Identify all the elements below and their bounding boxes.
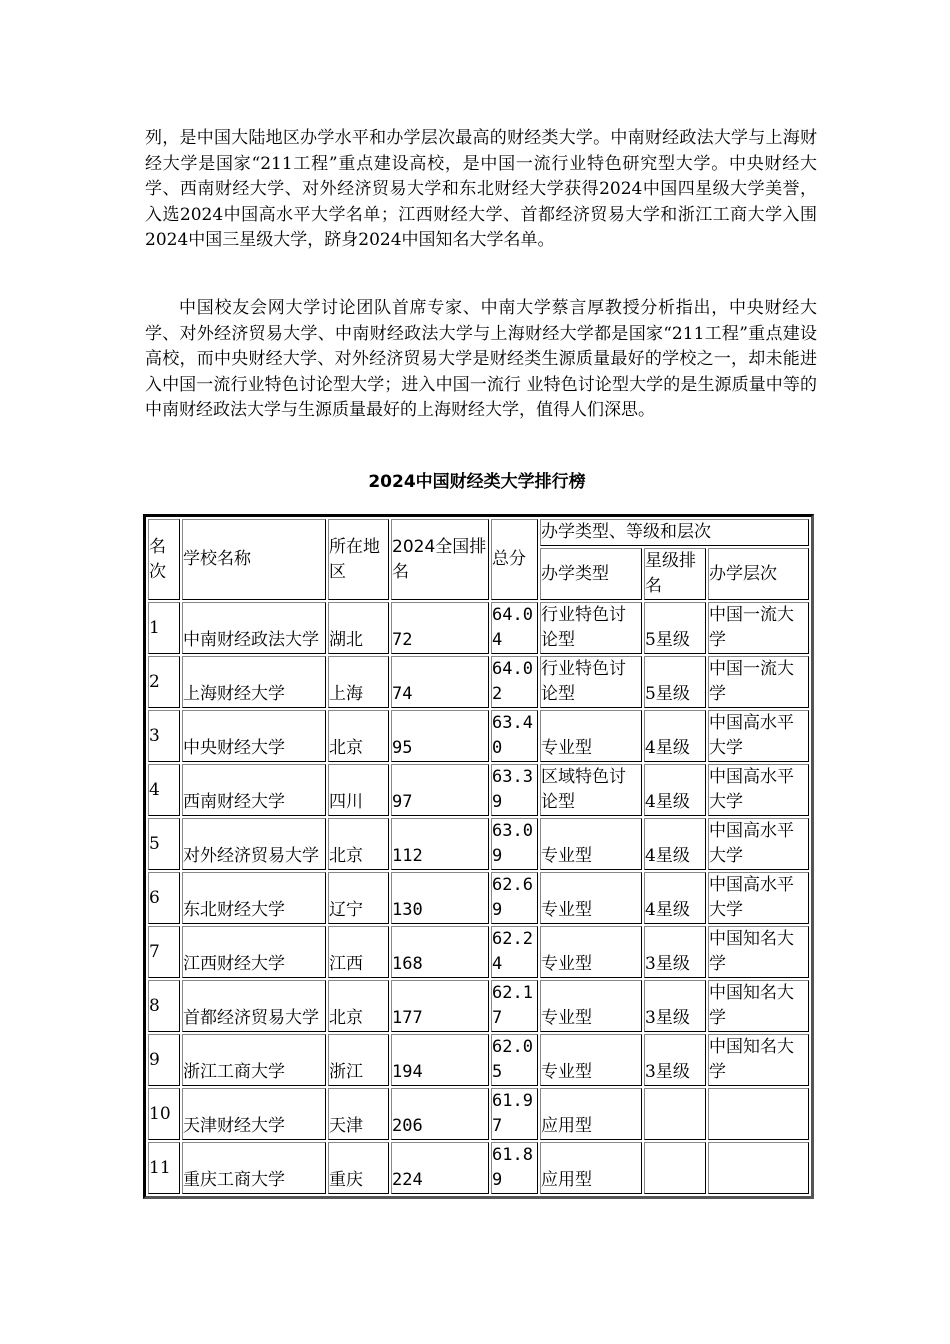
cell-score: 62.17 xyxy=(491,980,538,1032)
cell-star xyxy=(644,1088,706,1140)
cell-type: 应用型 xyxy=(540,1088,642,1140)
cell-level: 中国一流大学 xyxy=(708,602,809,654)
cell-region: 北京 xyxy=(328,710,389,762)
cell-score: 64.02 xyxy=(491,656,538,708)
cell-school: 中南财经政法大学 xyxy=(182,602,326,654)
cell-type: 专业型 xyxy=(540,710,642,762)
intro-paragraph: 列，是中国大陆地区办学水平和办学层次最高的财经类大学。中南财经政法大学与上海财经大学是国家“211工程”重点建设高校，是中国一流行业特色研究型大学。中央财经大学、西南财经大学、对外经济贸易大学和东北财经大学获得2024中国四星级大学美誉，入选2024中国高水平大学名单；江西财经大学、首都经济贸易大学和浙江工商大学入围2024中国三星级大学，跻身2024中国知名大学名单。 xyxy=(145,128,817,251)
cell-national-rank: 74 xyxy=(391,656,489,708)
cell-level xyxy=(708,1088,809,1140)
cell-level: 中国高水平大学 xyxy=(708,710,809,762)
cell-score: 63.40 xyxy=(491,710,538,762)
cell-school: 西南财经大学 xyxy=(182,764,326,816)
cell-level: 中国一流大学 xyxy=(708,656,809,708)
cell-star: 4星级 xyxy=(644,872,706,924)
cell-level: 中国高水平大学 xyxy=(708,872,809,924)
cell-star: 5星级 xyxy=(644,602,706,654)
cell-type: 区域特色讨论型 xyxy=(540,764,642,816)
ranking-table xyxy=(143,514,814,1199)
table-row xyxy=(148,1034,809,1086)
cell-rank: 3 xyxy=(148,710,180,762)
header-star: 星级排名 xyxy=(644,548,706,600)
cell-rank: 2 xyxy=(148,656,180,708)
cell-region: 江西 xyxy=(328,926,389,978)
cell-level: 中国知名大学 xyxy=(708,980,809,1032)
table-row xyxy=(148,1088,809,1140)
cell-star: 4星级 xyxy=(644,764,706,816)
table-title: 2024中国财经类大学排行榜 xyxy=(368,472,586,492)
table-row xyxy=(148,656,809,708)
cell-school: 首都经济贸易大学 xyxy=(182,980,326,1032)
table-row xyxy=(148,602,809,654)
cell-region: 辽宁 xyxy=(328,872,389,924)
cell-school: 天津财经大学 xyxy=(182,1088,326,1140)
cell-national-rank: 177 xyxy=(391,980,489,1032)
cell-type: 专业型 xyxy=(540,872,642,924)
cell-national-rank: 95 xyxy=(391,710,489,762)
cell-star: 4星级 xyxy=(644,818,706,870)
cell-type: 专业型 xyxy=(540,1034,642,1086)
cell-school: 中央财经大学 xyxy=(182,710,326,762)
cell-level: 中国知名大学 xyxy=(708,926,809,978)
cell-score: 64.04 xyxy=(491,602,538,654)
cell-school: 浙江工商大学 xyxy=(182,1034,326,1086)
cell-score: 61.97 xyxy=(491,1088,538,1140)
cell-school: 重庆工商大学 xyxy=(182,1142,326,1194)
table-body xyxy=(148,602,809,1194)
cell-level xyxy=(708,1142,809,1194)
cell-star: 4星级 xyxy=(644,710,706,762)
header-level: 办学层次 xyxy=(708,548,809,600)
cell-region: 湖北 xyxy=(328,602,389,654)
cell-rank: 6 xyxy=(148,872,180,924)
cell-score: 62.24 xyxy=(491,926,538,978)
cell-score: 63.09 xyxy=(491,818,538,870)
cell-region: 浙江 xyxy=(328,1034,389,1086)
cell-type: 专业型 xyxy=(540,818,642,870)
header-group: 办学类型、等级和层次 xyxy=(540,519,809,546)
cell-rank: 7 xyxy=(148,926,180,978)
cell-region: 重庆 xyxy=(328,1142,389,1194)
cell-region: 四川 xyxy=(328,764,389,816)
cell-national-rank: 112 xyxy=(391,818,489,870)
table-row xyxy=(148,710,809,762)
cell-region: 北京 xyxy=(328,980,389,1032)
cell-national-rank: 194 xyxy=(391,1034,489,1086)
header-school: 学校名称 xyxy=(182,519,326,600)
cell-type: 专业型 xyxy=(540,980,642,1032)
cell-star: 3星级 xyxy=(644,1034,706,1086)
table-row xyxy=(148,926,809,978)
cell-school: 东北财经大学 xyxy=(182,872,326,924)
cell-national-rank: 224 xyxy=(391,1142,489,1194)
cell-star: 3星级 xyxy=(644,926,706,978)
header-score: 总分 xyxy=(491,519,538,600)
cell-type: 专业型 xyxy=(540,926,642,978)
cell-national-rank: 130 xyxy=(391,872,489,924)
table-row xyxy=(148,872,809,924)
cell-level: 中国知名大学 xyxy=(708,1034,809,1086)
cell-national-rank: 168 xyxy=(391,926,489,978)
cell-score: 61.89 xyxy=(491,1142,538,1194)
cell-type: 行业特色讨论型 xyxy=(540,656,642,708)
table-row xyxy=(148,1142,809,1194)
cell-type: 行业特色讨论型 xyxy=(540,602,642,654)
cell-rank: 11 xyxy=(148,1142,180,1194)
header-national-rank: 2024全国排名 xyxy=(391,519,489,600)
cell-school: 上海财经大学 xyxy=(182,656,326,708)
cell-rank: 4 xyxy=(148,764,180,816)
cell-score: 62.05 xyxy=(491,1034,538,1086)
table-row xyxy=(148,764,809,816)
cell-rank: 8 xyxy=(148,980,180,1032)
cell-region: 上海 xyxy=(328,656,389,708)
cell-rank: 10 xyxy=(148,1088,180,1140)
cell-rank: 9 xyxy=(148,1034,180,1086)
cell-star: 3星级 xyxy=(644,980,706,1032)
cell-level: 中国高水平大学 xyxy=(708,764,809,816)
cell-region: 北京 xyxy=(328,818,389,870)
cell-rank: 5 xyxy=(148,818,180,870)
cell-star xyxy=(644,1142,706,1194)
header-region: 所在地区 xyxy=(328,519,389,600)
cell-region: 天津 xyxy=(328,1088,389,1140)
cell-rank: 1 xyxy=(148,602,180,654)
cell-score: 62.69 xyxy=(491,872,538,924)
cell-school: 江西财经大学 xyxy=(182,926,326,978)
analysis-paragraph: 中国校友会网大学讨论团队首席专家、中南大学蔡言厚教授分析指出，中央财经大学、对外经济贸易大学、中南财经政法大学与上海财经大学都是国家“211工程”重点建设高校，而中央财经大学、对外经济贸易大学是财经类生源质量最好的学校之一，却未能进入中国一流行业特色讨论型大学；进入中国一流行 业特色讨论型大学的是生源质量中等的中南财经政法大学与生源质量最好的上海财经大学，值得人们深思。 xyxy=(145,298,817,421)
table-row xyxy=(148,818,809,870)
cell-type: 应用型 xyxy=(540,1142,642,1194)
cell-level: 中国高水平大学 xyxy=(708,818,809,870)
header-type: 办学类型 xyxy=(540,548,642,600)
table-row xyxy=(148,980,809,1032)
header-rank: 名次 xyxy=(148,519,180,600)
cell-national-rank: 206 xyxy=(391,1088,489,1140)
cell-score: 63.39 xyxy=(491,764,538,816)
cell-star: 5星级 xyxy=(644,656,706,708)
cell-school: 对外经济贸易大学 xyxy=(182,818,326,870)
cell-national-rank: 72 xyxy=(391,602,489,654)
cell-national-rank: 97 xyxy=(391,764,489,816)
